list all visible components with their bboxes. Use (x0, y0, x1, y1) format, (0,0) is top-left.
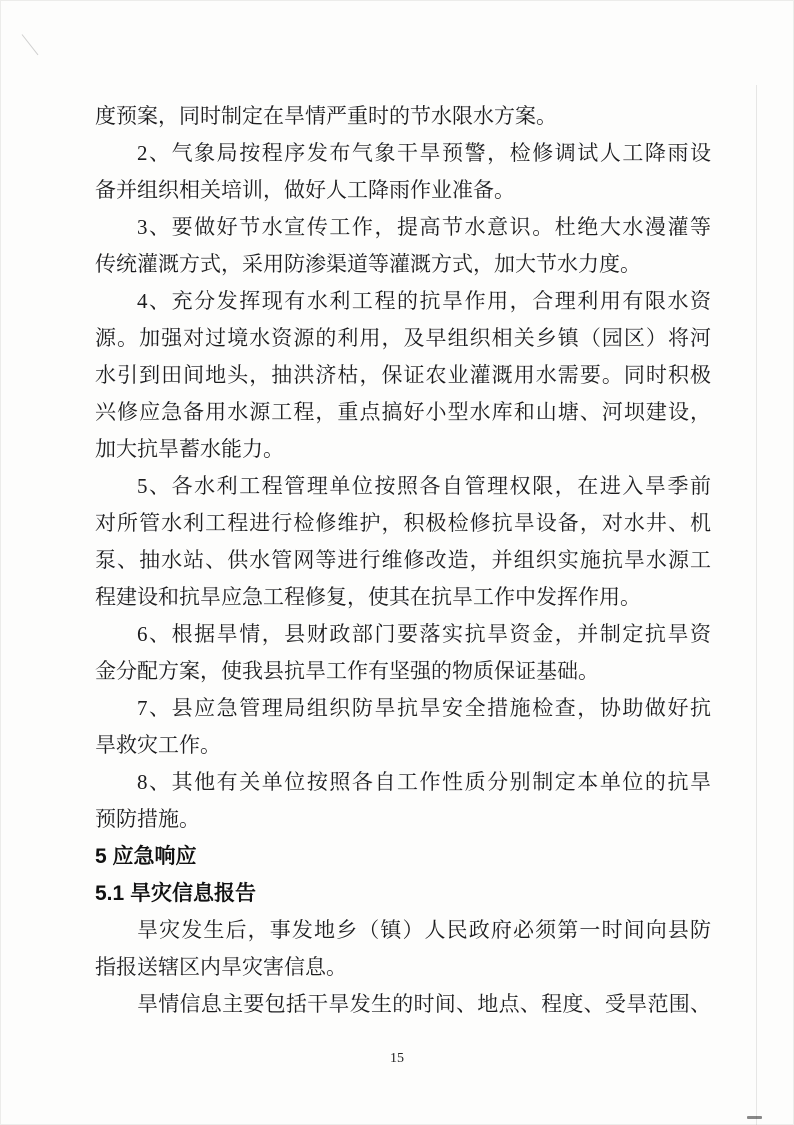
subsection-heading-5-1: 5.1 旱灾信息报告 (95, 882, 257, 905)
text-block (95, 98, 711, 1023)
paragraph-first-line: 6、根据旱情，县财政部门要落实抗旱资金，并制定抗旱资 (137, 622, 711, 646)
paragraph-line: 泵、抽水站、供水管网等进行维修改造，并组织实施抗旱水源工 (95, 548, 711, 572)
paragraph-line: 兴修应急备用水源工程，重点搞好小型水库和山塘、河坝建设， (95, 400, 711, 424)
paragraph-first-line: 7、县应急管理局组织防旱抗旱安全措施检查，协助做好抗 (137, 696, 711, 720)
paragraph-first-line: 旱情信息主要包括干旱发生的时间、地点、程度、受旱范围、 (137, 992, 711, 1016)
paragraph-first-line: 4、充分发挥现有水利工程的抗旱作用，合理利用有限水资 (137, 289, 711, 313)
paragraph-line: 程建设和抗旱应急工程修复，使其在抗旱工作中发挥作用。 (95, 585, 641, 609)
scan-artifact-edge-line (756, 85, 757, 1125)
paragraph-line: 预防措施。 (95, 807, 200, 831)
paragraph-line: 水引到田间地头，抽洪济枯，保证农业灌溉用水需要。同时积极 (95, 363, 711, 387)
paragraph-line: 对所管水利工程进行检修维护，积极检修抗旱设备，对水井、机 (95, 511, 711, 535)
paragraph-first-line: 2、气象局按程序发布气象干旱预警，检修调试人工降雨设 (137, 141, 711, 165)
paragraph-line: 指报送辖区内旱灾害信息。 (95, 955, 347, 979)
paragraph-line: 金分配方案，使我县抗旱工作有坚强的物质保证基础。 (95, 659, 599, 683)
paragraph-first-line: 5、各水利工程管理单位按照各自管理权限，在进入旱季前 (137, 474, 711, 498)
paragraph-line: 加大抗旱蓄水能力。 (95, 437, 284, 461)
paragraph-first-line: 旱灾发生后，事发地乡（镇）人民政府必须第一时间向县防 (137, 918, 711, 942)
paragraph-line: 传统灌溉方式，采用防渗渠道等灌溉方式，加大节水力度。 (95, 252, 641, 276)
paragraph-first-line: 8、其他有关单位按照各自工作性质分别制定本单位的抗旱 (137, 770, 711, 794)
paragraph-line: 备并组织相关培训，做好人工降雨作业准备。 (95, 178, 515, 202)
paragraph-line: 旱救灾工作。 (95, 733, 221, 757)
scan-artifact-corner (22, 34, 39, 55)
page-number: 15 (390, 1051, 404, 1066)
paragraph-line: 度预案，同时制定在旱情严重时的节水限水方案。 (95, 104, 557, 128)
scan-artifact-mark (747, 1116, 762, 1119)
paragraph-line: 源。加强对过境水资源的利用，及早组织相关乡镇（园区）将河 (95, 326, 711, 350)
paragraph-first-line: 3、要做好节水宣传工作，提高节水意识。杜绝大水漫灌等 (137, 215, 711, 239)
section-heading-5: 5 应急响应 (95, 845, 197, 868)
